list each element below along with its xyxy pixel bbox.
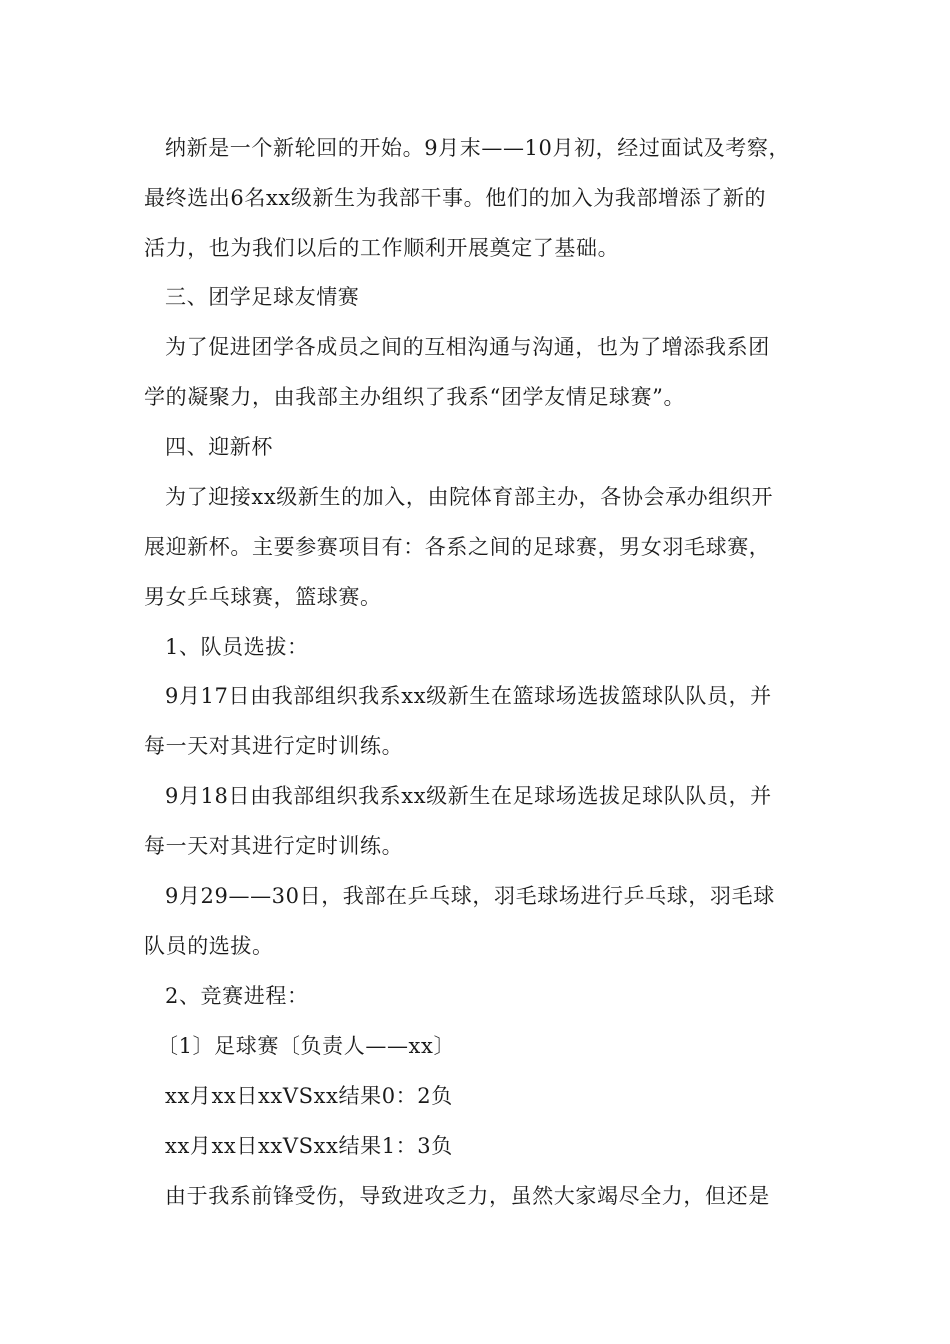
body-text-line: 最终选出6名xx级新生为我部干事。他们的加入为我部增添了新的 xyxy=(144,186,767,210)
body-text-line: 为了促进团学各成员之间的互相沟通与沟通，也为了增添我系团 xyxy=(165,335,770,359)
body-text-line: 学的凝聚力，由我部主办组织了我系“团学友情足球赛”。 xyxy=(144,385,686,409)
body-text-line: 展迎新杯。主要参赛项目有：各系之间的足球赛，男女羽毛球赛， xyxy=(144,535,771,559)
section-heading: 四、迎新杯 xyxy=(165,435,273,459)
body-text-line: 每一天对其进行定时训练。 xyxy=(144,734,404,758)
match-result-line: xx月xx日xxVSxx结果0：2负 xyxy=(165,1084,453,1108)
body-text-line: 9月17日由我部组织我系xx级新生在篮球场选拔篮球队队员，并 xyxy=(165,684,772,708)
body-text-line: 9月18日由我部组织我系xx级新生在足球场选拔足球队队员，并 xyxy=(165,784,772,808)
body-text-line: 纳新是一个新轮回的开始。9月末——10月初，经过面试及考察， xyxy=(165,136,791,160)
body-text-line: 为了迎接xx级新生的加入，由院体育部主办，各协会承办组织开 xyxy=(165,485,774,509)
body-text-line: 9月29——30日，我部在乒乓球，羽毛球场进行乒乓球，羽毛球 xyxy=(165,884,775,908)
subsection-heading: 1、队员选拔： xyxy=(165,635,309,659)
body-text-line: 队员的选拔。 xyxy=(144,934,274,958)
body-text-line: 由于我系前锋受伤，导致进攻乏力，虽然大家竭尽全力，但还是 xyxy=(165,1184,770,1208)
body-text-line: 活力，也为我们以后的工作顺利开展奠定了基础。 xyxy=(144,236,620,260)
body-text-line: 每一天对其进行定时训练。 xyxy=(144,834,404,858)
body-text-line: 男女乒乓球赛，篮球赛。 xyxy=(144,585,382,609)
section-heading: 三、团学足球友情赛 xyxy=(165,285,360,309)
list-item-heading: 〔1〕足球赛〔负责人——xx〕 xyxy=(157,1034,456,1058)
match-result-line: xx月xx日xxVSxx结果1：3负 xyxy=(165,1134,453,1158)
subsection-heading: 2、竞赛进程： xyxy=(165,984,309,1008)
